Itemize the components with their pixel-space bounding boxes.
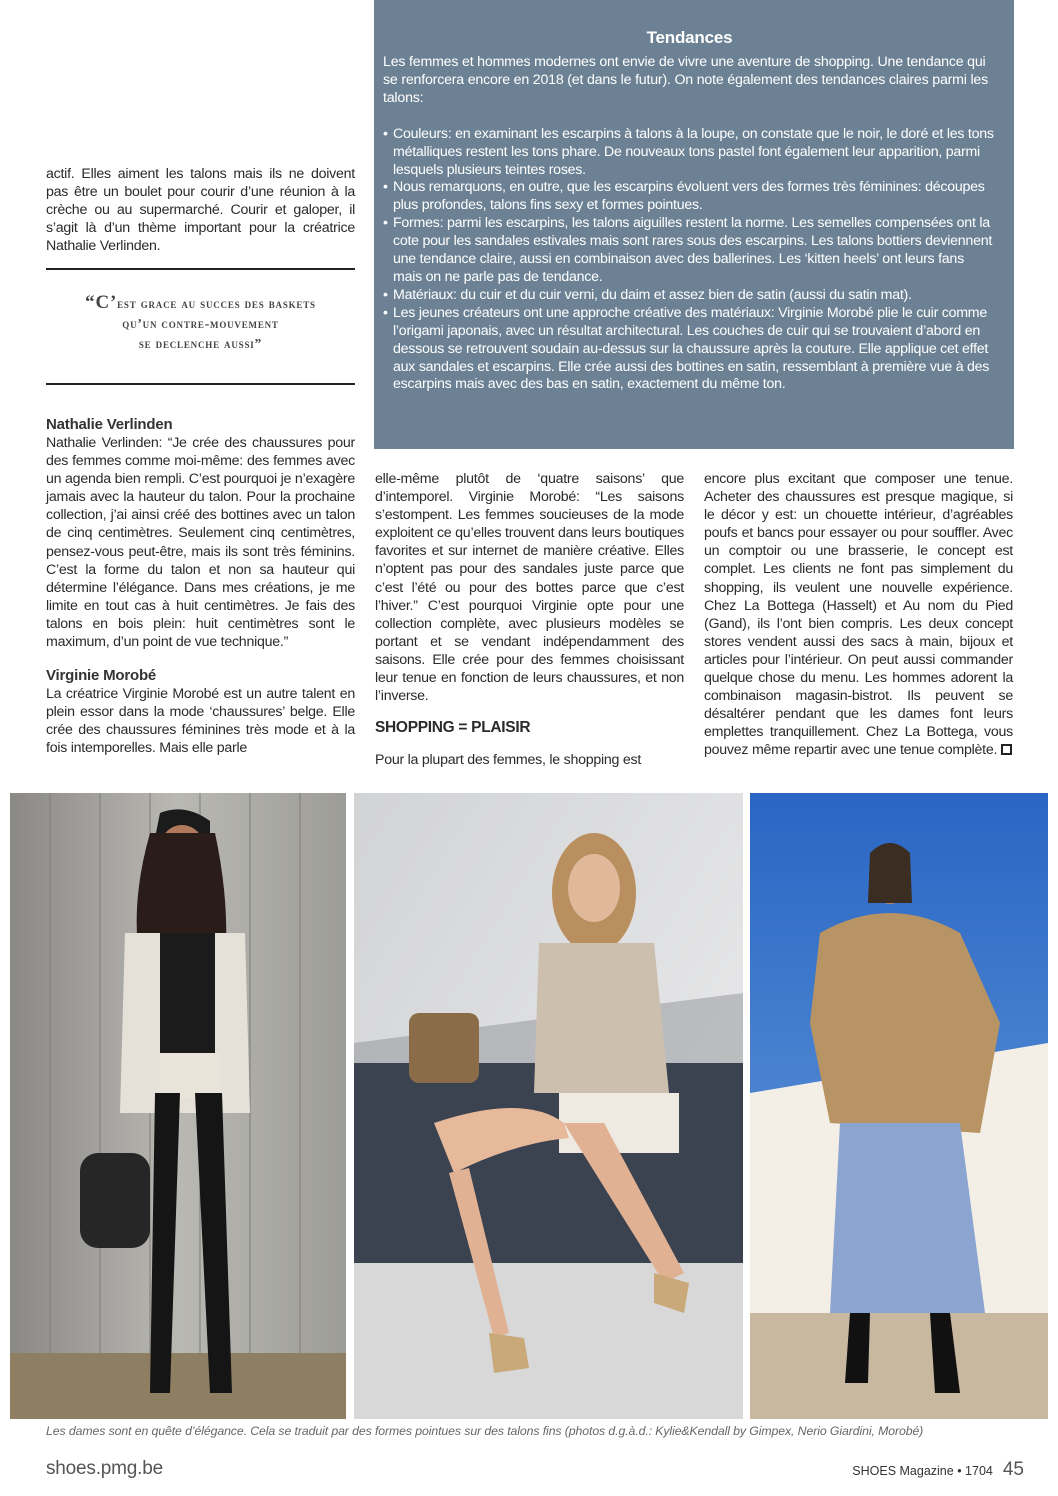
page-number: 45: [1002, 1459, 1024, 1480]
footer-right: [852, 1459, 1024, 1481]
photo-morobe: [750, 793, 1048, 1419]
quote-rule-top: [46, 268, 355, 270]
tendances-intro: Les femmes et hommes modernes ont envie de vivre une aventure de shopping. Une tendance qui se renforcera encore en 2018 (et dans le futur). On note également des tendances claires parmi les talons:: [383, 54, 989, 106]
column-1-intro: [46, 165, 355, 255]
photo-woman-sofa: [354, 793, 743, 1419]
photo-caption: Les dames sont en quête d’élégance. Cela se traduit par des formes pointues sur des talons fins (photos d.g.à.d.: Kylie&Kendall by Gimpex, Nerio Giardini, Morobé): [46, 1424, 924, 1438]
body-paragraph: Pour la plupart des femmes, le shopping est: [375, 752, 642, 769]
column-2: [375, 470, 684, 769]
tendances-bullet: • Nous remarquons, en outre, que les escarpins évoluent vers des formes très féminines: découpes plus profondes, talons fins sexy et formes pointues.: [383, 179, 996, 215]
tendances-bullet: • Formes: parmi les escarpins, les talons aiguilles restent la norme. Les semelles compensées ont la cote pour les sandales estivales mais sont rares sous des escarpins. Les talons bottiers deviennent une tendance claire, aussi en combinaison avec des ballerines. Les ‘kitten heels’ ont leurs fans mais on ne parle pas de tendance.: [383, 215, 996, 287]
section-heading: SHOPPING = PLAISIR: [375, 719, 531, 737]
body-paragraph: elle-même plutôt de ‘quatre saisons’ que d’intemporel. Virginie Morobé: “Les saisons s’estompent. Les femmes soucieuses de la mode exploitent ce qu’elles trouvent dans leurs boutiques favorites et sur internet de manière créative. Elles n’optent pas pour des sandales juste parce que c’est l’été ou pour des bottes parce que c’est l’hiver.” C’est pourquoi Virginie opte pour une collection complète, avec plusieurs modèles se portant et se vendant indépendamment des saisons. Elle crée pour des femmes choisissant leur tenue en fonction de leurs chaussures, et non l’inverse.: [375, 471, 684, 705]
section-heading: Virginie Morobé: [46, 667, 157, 685]
tendances-bullet: • Couleurs: en examinant les escarpins à talons à la loupe, on constate que le noir, le doré et les tons métalliques restent les tons phare. De nouveaux tons pastel font également leur apparition, parmi lesquels plusieurs teintes roses.: [383, 126, 996, 180]
photo-nerio-giardini: [354, 793, 743, 1419]
quote-open-mark: “C’: [85, 292, 118, 313]
magazine-name: SHOES Magazine • 1704: [852, 1464, 993, 1478]
body-paragraph: encore plus excitant que composer une tenue. Acheter des chaussures est presque magique, si le décor y est: un chouette intérieur, d’agréables poufs et bancs pour essayer ou pour souffler. Avec un comptoir ou une brasserie, le concept est complet. Les clients ne font pas simplement du shopping, ils veulent une nouvelle expérience. Chez La Bottega (Hasselt) et Au nom du Pied (Gand), ils l’ont bien compris. Les deux concept stores vendent aussi des sacs à main, bijoux et articles pour l’intérieur. On peut aussi commander quelque chose du menu. Les hommes adorent la combinaison magasin-bistrot. Ils peuvent se désaltérer pendant que les dames font leurs emplettes tranquillement. Chez La Bottega, vous pouvez même repartir avec une tenue complète.: [704, 471, 1013, 759]
body-paragraph: Nathalie Verlinden: “Je crée des chaussures pour des femmes comme moi-même: des femmes avec un agenda bien rempli. C’est pourquoi je n’exagère jamais avec la hauteur du talon. Pour la prochaine collection, j’ai ainsi créé des bottines avec un talon de cinq centimètres. Seulement cinq centimètres, pensez-vous peut-être, mais ils sont très féminins. C’est la forme du talon et non sa hauteur qui détermine l’élégance. Dans mes créations, je me limite en tout cas à huit centimètres. Je fais des talons en bois plein: huit centimètres sont le maximum, d’un point de vue technique.”: [46, 435, 355, 651]
quote-line: est grace au succes des baskets: [117, 296, 316, 311]
column-1-body: [46, 416, 355, 758]
footer-url: shoes.pmg.be: [46, 1458, 163, 1479]
quote-line: qu’un contre-mouvement: [122, 316, 279, 331]
body-paragraph: La créatrice Virginie Morobé est un autre talent en plein essor dans la mode ‘chaussures’ belge. Elle crée des chaussures féminines très mode et à la fois intemporelles. Mais elle parle: [46, 686, 355, 757]
tendances-title: Tendances: [646, 28, 733, 47]
intro-paragraph: actif. Elles aiment les talons mais ils ne doivent pas être un boulet pour courir d’une réunion à la crèche ou au supermarché. Courir et galoper, il s’agit là d’un thème important pour la créatrice Nathalie Verlinden.: [46, 166, 355, 255]
tendances-bullet: • Matériaux: du cuir et du cuir verni, du daim et assez bien de satin (aussi du satin mat).: [383, 287, 996, 305]
tendances-box: [374, 0, 1014, 449]
photo-woman-trench: [750, 793, 1048, 1419]
column-3: [704, 470, 1013, 760]
photo-woman-backpack: [10, 793, 346, 1419]
quote-line: se declenche aussi”: [138, 336, 263, 351]
end-mark-icon: [1001, 744, 1012, 755]
section-heading: Nathalie Verlinden: [46, 416, 173, 433]
quote-rule-bottom: [46, 383, 355, 385]
tendances-list: [383, 126, 996, 395]
photo-kylie-kendall: [10, 793, 346, 1419]
pull-quote: [46, 293, 355, 354]
tendances-bullet: • Les jeunes créateurs ont une approche créative des matériaux: Virginie Morobé plie le cuir comme l’origami japonais, avec un résultat architectural. Les couches de cuir qui se trouvaient d’abord en dessous se retrouvent soudain au-dessus sur la chaussure après la couture. Elle applique cet effet aux sandales et escarpins. Elle crée aussi des bottines en satin, ressemblant à première vue à des escarpins mais avec des bas en satin, exactement du même ton.: [383, 305, 996, 395]
